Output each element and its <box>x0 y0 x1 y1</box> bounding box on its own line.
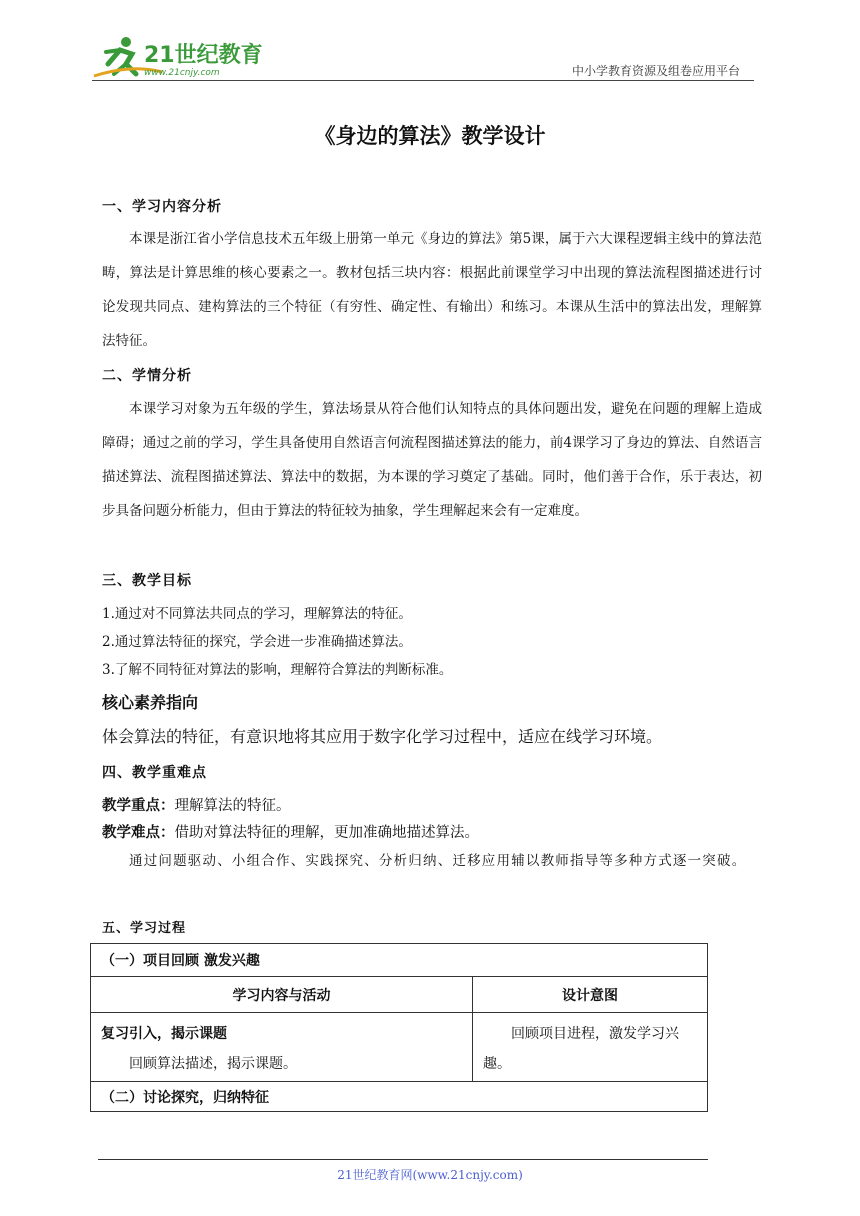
key-point-text: 理解算法的特征。 <box>174 798 291 814</box>
platform-name: 中小学教育资源及组卷应用平台 <box>572 64 741 78</box>
key-point <box>102 794 291 815</box>
difficult-point-text: 借助对算法特征的理解，更加准确地描述算法。 <box>174 825 479 841</box>
activity-text: 回顾算法描述，揭示课题。 <box>129 1056 297 1072</box>
table-header-intent: 设计意图 <box>473 977 708 1013</box>
method-paragraph: 通过问题驱动、小组合作、实践探究、分析归纳、迁移应用辅以教师指导等多种方式逐一突破。 <box>129 853 747 869</box>
table-cell-intent: 回顾项目进程，激发学习兴趣。 <box>473 1013 708 1082</box>
section-2-paragraph: 本课学习对象为五年级的学生，算法场景从符合他们认知特点的具体问题出发，避免在问题的理解上造成障碍；通过之前的学习，学生具备使用自然语言何流程图描述算法的能力，前4课学习了身边的算法、自然语言描述算法、流程图描述算法、算法中的数据，为本课的学习奠定了基础。同时，他们善于合作，乐于表达，初步具备问题分析能力，但由于算法的特征较为抽象，学生理解起来会有一定难度。 <box>102 401 762 519</box>
activity-title: 复习引入，揭示课题 <box>101 1026 227 1042</box>
section-5-heading: 五、学习过程 <box>102 921 187 936</box>
table-row-stage-2: （二）讨论探究，归纳特征 <box>91 1082 708 1112</box>
section-1-paragraph: 本课是浙江省小学信息技术五年级上册第一单元《身边的算法》第5课，属于六大课程逻辑主线中的算法范畴，算法是计算思维的核心要素之一。教材包括三块内容：根据此前课堂学习中出现的算法流程图描述进行讨论发现共同点、建构算法的三个特征（有穷性、确定性、有输出）和练习。本课从生活中的算法出发，理解算法特征。 <box>102 231 762 349</box>
section-1-heading: 一、学习内容分析 <box>102 199 222 215</box>
learning-process-table <box>90 943 708 1112</box>
section-3-heading: 三、教学目标 <box>102 573 192 589</box>
table-row-stage-1: （一）项目回顾 激发兴趣 <box>91 944 708 977</box>
footer-divider <box>98 1159 708 1160</box>
table-header-activity: 学习内容与活动 <box>91 977 473 1013</box>
goal-item: 2.通过算法特征的探究，学会进一步准确描述算法。 <box>102 634 412 650</box>
goal-item: 3.了解不同特征对算法的影响，理解符合算法的判断标准。 <box>102 662 453 678</box>
svg-text:www.21cnjy.com: www.21cnjy.com <box>144 68 220 78</box>
core-literacy-text: 体会算法的特征，有意识地将其应用于数字化学习过程中，适应在线学习环境。 <box>102 727 663 746</box>
section-4-heading: 四、教学重难点 <box>102 765 207 781</box>
runner-logo-icon <box>92 34 262 80</box>
section-2-heading: 二、学情分析 <box>102 368 192 384</box>
document-title: 《身边的算法》教学设计 <box>314 124 546 148</box>
svg-text:21世纪教育: 21世纪教育 <box>144 43 262 68</box>
site-logo <box>92 34 262 80</box>
difficult-point <box>102 821 479 842</box>
core-literacy-heading: 核心素养指向 <box>102 693 199 712</box>
goal-item: 1.通过对不同算法共同点的学习，理解算法的特征。 <box>102 606 412 622</box>
difficult-point-label: 教学难点： <box>102 825 175 841</box>
table-cell-activity <box>91 1013 473 1082</box>
footer-link[interactable]: 21世纪教育网(www.21cnjy.com) <box>337 1168 523 1182</box>
header-divider <box>92 80 754 81</box>
key-point-label: 教学重点： <box>102 798 175 814</box>
